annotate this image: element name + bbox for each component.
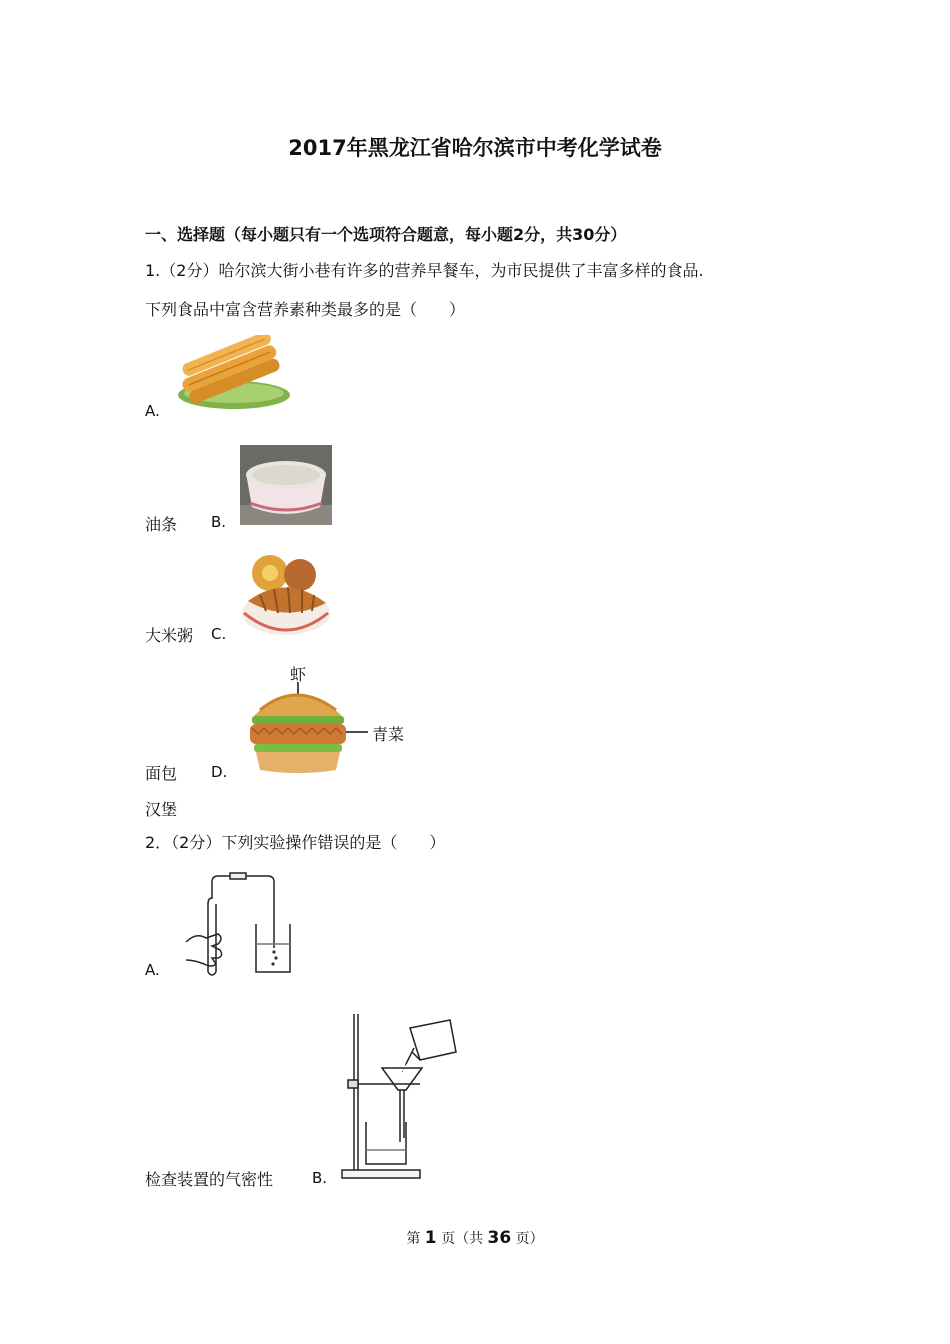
option-2a-name: 检查装置的气密性 [145,1170,274,1189]
burger-label-greens: 青菜 [372,725,405,744]
option-d-name: 汉堡 [145,800,178,819]
option-2b-letter: B. [312,1169,328,1187]
option-2a-letter: A. [145,961,160,979]
section-heading: 一、选择题（每小题只有一个选项符合题意，每小题2分，共30分） [145,225,627,244]
footer-prefix: 第 [406,1231,421,1247]
footer-suffix: 页） [515,1231,544,1247]
option-d-letter: D. [211,763,228,781]
footer-page-number: 1 [424,1228,437,1248]
page-title: 2017年黑龙江省哈尔滨市中考化学试卷 [288,136,662,160]
option-a-letter: A. [145,402,160,420]
rice-porridge-image [240,445,332,525]
footer-total-pages: 36 [487,1228,512,1248]
filtration-apparatus-image [340,1012,465,1182]
question-1-stem-line1: 1.（2分）哈尔滨大街小巷有许多的营养早餐车，为市民提供了丰富多样的食品. [145,261,704,280]
option-c-letter: C. [211,625,227,643]
option-c-name: 面包 [145,764,178,783]
footer-middle: 页（共 [441,1231,484,1247]
youtiao-image [172,335,292,415]
option-b-name: 大米粥 [145,626,194,645]
burger-label-shrimp: 虾 [290,665,307,684]
option-b-letter: B. [211,513,227,531]
airtightness-apparatus-image [172,868,302,978]
question-2-stem: 2．（2分）下列实验操作错误的是（ ） [145,833,446,852]
question-1-stem-line2: 下列食品中富含营养素种类最多的是（ ） [145,300,466,319]
bread-image [240,551,332,637]
option-a-name: 油条 [145,515,178,534]
page-footer [0,1228,950,1248]
burger-image [248,658,418,778]
